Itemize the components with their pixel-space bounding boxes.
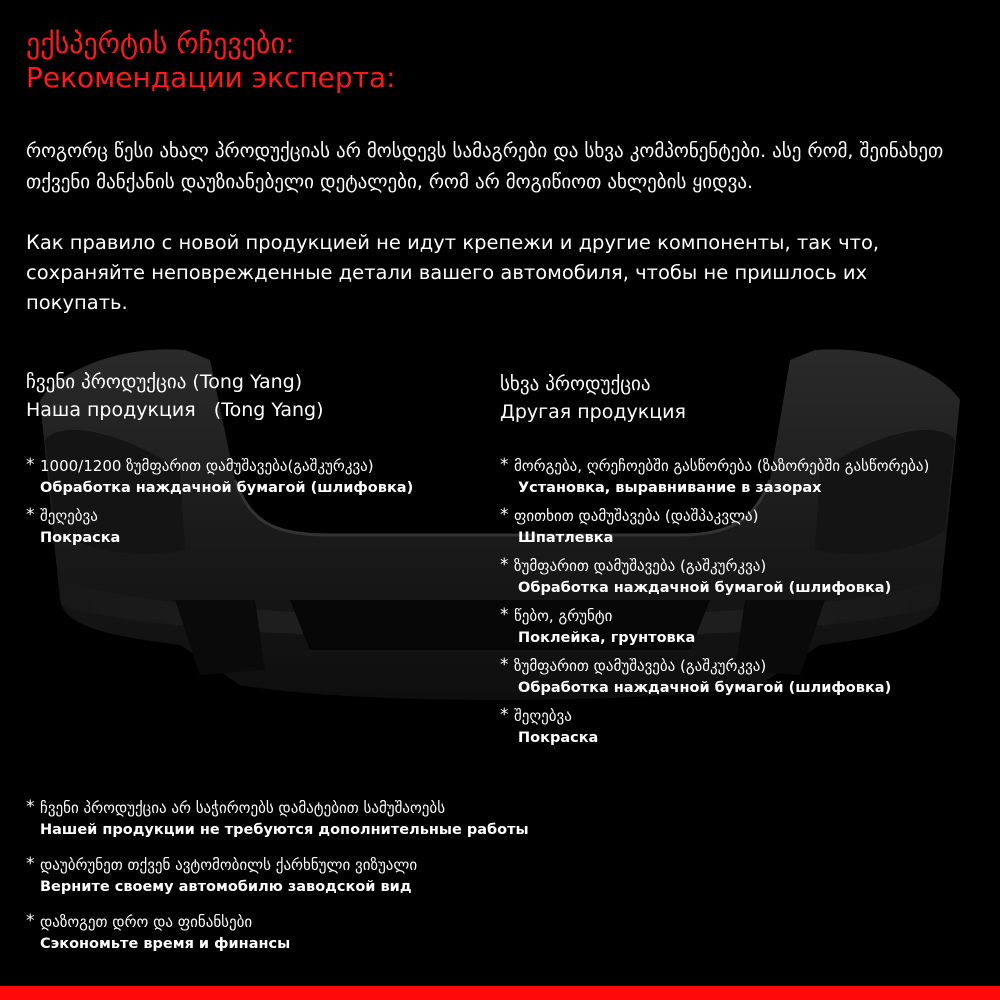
- item-ru: Поклейка, грунтовка: [518, 630, 696, 646]
- item-ru: Шпатлевка: [518, 530, 614, 546]
- bullet: *: [500, 455, 509, 475]
- intro-georgian: როგორც წესი ახალ პროდუქციას არ მოსდევს სამაგრები და სხვა კომპონენტები. ასე რომ, შეინახეთ თქვენი მანქანის დაუზიანებელი დეტალები, რომ არ მოგიწიოთ ახლების ყიდვა.: [26, 140, 944, 193]
- our-products-heading-ka: ჩვენი პროდუქცია (Tong Yang): [26, 371, 303, 393]
- list-item: [26, 854, 529, 898]
- our-products-list: [26, 455, 413, 555]
- benefits-list: [26, 797, 529, 968]
- bullet: *: [26, 505, 35, 525]
- benefit-ru: Сэкономьте время и финансы: [40, 936, 291, 952]
- bullet: *: [500, 655, 509, 675]
- item-ka: მორგება, ღრეჩოებში გასწორება (ზაზორებში გასწორება): [514, 457, 930, 475]
- list-item: [500, 605, 929, 649]
- bullet: *: [500, 555, 509, 575]
- list-item: [500, 555, 929, 599]
- item-ka: ზუმფარით დამუშავება (გაშკურკვა): [514, 657, 767, 675]
- other-products-heading-ka: სხვა პროდუქცია: [500, 373, 651, 395]
- other-products-list: [500, 455, 929, 755]
- list-item: [500, 655, 929, 699]
- list-item: [26, 455, 413, 499]
- item-ka: ფითხით დამუშავება (დაშპაკვლა): [514, 507, 759, 525]
- bullet: *: [26, 797, 35, 817]
- bullet: *: [500, 705, 509, 725]
- item-ru: Установка, выравнивание в зазорах: [518, 480, 822, 496]
- other-products-heading: [500, 370, 686, 426]
- item-ka: წებო, გრუნტი: [514, 607, 613, 625]
- item-ru: Обработка наждачной бумагой (шлифовка): [518, 580, 892, 596]
- bullet: *: [26, 455, 35, 475]
- item-ka: ზუმფარით დამუშავება (გაშკურკვა): [514, 557, 767, 575]
- title-russian: Рекомендации эксперта:: [26, 61, 396, 94]
- our-products-heading: [26, 368, 324, 424]
- other-products-heading-ru: Другая продукция: [500, 401, 686, 423]
- bullet: *: [500, 505, 509, 525]
- bullet: *: [500, 605, 509, 625]
- item-ru: Обработка наждачной бумагой (шлифовка): [518, 680, 892, 696]
- list-item: [26, 911, 529, 955]
- item-ru: Покраска: [40, 530, 121, 546]
- item-ka: შეღებვა: [514, 707, 572, 725]
- list-item: [26, 797, 529, 841]
- item-ru: Обработка наждачной бумагой (шлифовка): [40, 480, 414, 496]
- list-item: [500, 455, 929, 499]
- bullet: *: [26, 854, 35, 874]
- list-item: [500, 505, 929, 549]
- benefit-ka: დაზოგეთ დრო და ფინანსები: [40, 913, 253, 931]
- benefit-ru: Верните своему автомобилю заводской вид: [40, 879, 412, 895]
- benefit-ka: ჩვენი პროდუქცია არ საჭიროებს დამატებით სამუშაოებს: [40, 799, 446, 817]
- title-georgian: ექსპერტის რჩევები:: [26, 27, 295, 60]
- our-products-heading-ru: Наша продукция (Tong Yang): [26, 399, 324, 421]
- item-ru: Покраска: [518, 730, 599, 746]
- list-item: [500, 705, 929, 749]
- item-ka: შეღებვა: [40, 507, 98, 525]
- intro-russian: Как правило с новой продукцией не идут крепежи и другие компоненты, так что, сохраняйте неповрежденные детали вашего автомобиля, чтобы не пришлось их покупать.: [26, 231, 880, 314]
- item-ka: 1000/1200 ზუმფარით დამუშავება(გაშკურკვა): [40, 457, 374, 475]
- list-item: [26, 505, 413, 549]
- benefit-ka: დაუბრუნეთ თქვენ ავტომობილს ქარხნული ვიზუალი: [40, 856, 418, 874]
- bottom-accent-bar: [0, 986, 1000, 1000]
- benefit-ru: Нашей продукции не требуются дополнительные работы: [40, 822, 529, 838]
- bullet: *: [26, 911, 35, 931]
